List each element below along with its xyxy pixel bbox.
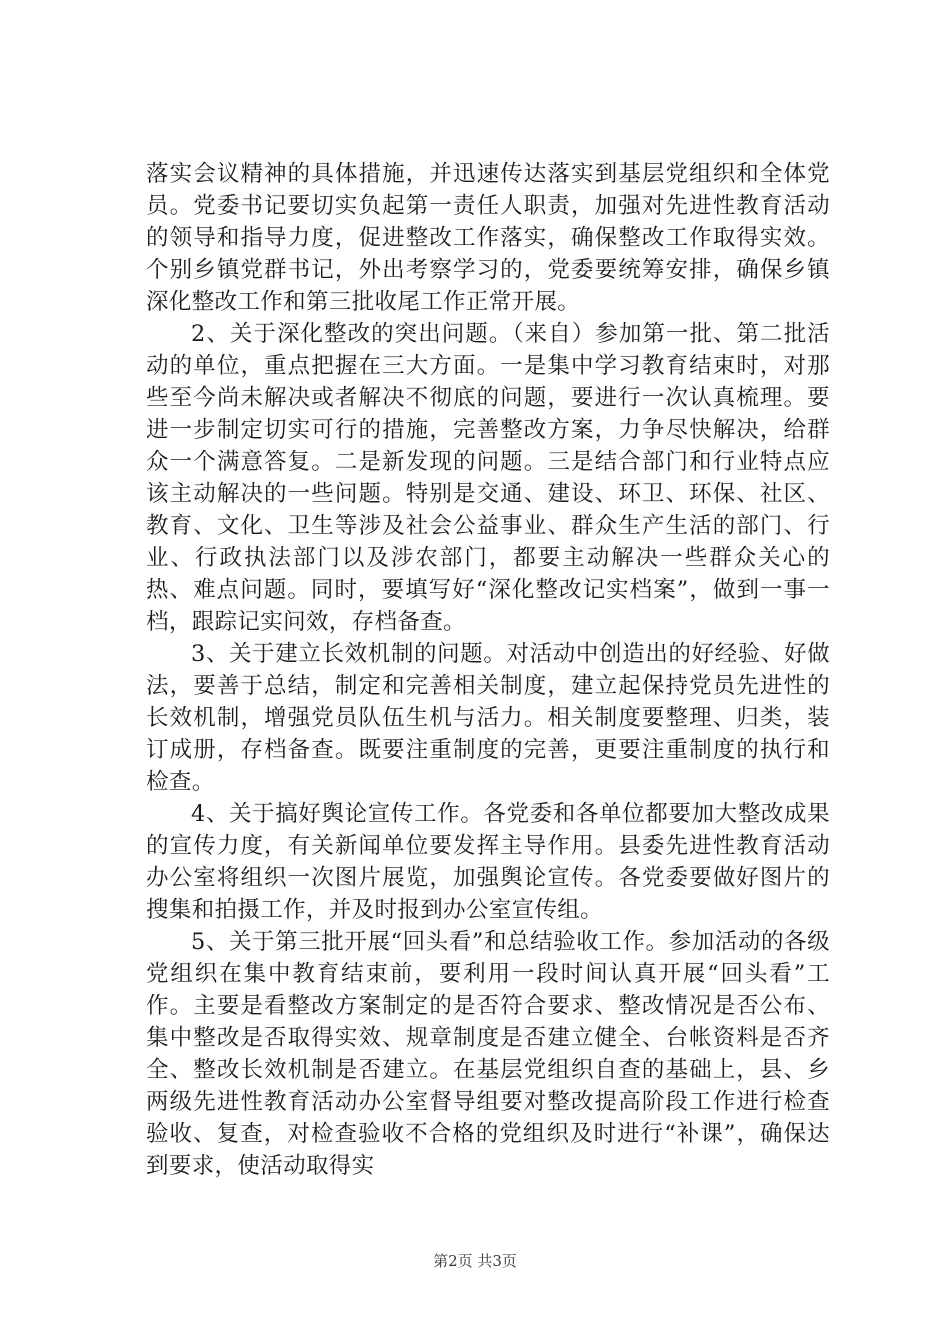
paragraph-item-5: 5、关于第三批开展“回头看”和总结验收工作。参加活动的各级党组织在集中教育结束前，要利用一段时间认真开展“回头看”工作。主要是看整改方案制定的是否符合要求、整改情况是否公布、集中整改是否取得实效、规章制度是否建立健全、台帐资料是否齐全、整改长效机制是否建立。在基层党组织自查的基础上，县、乡两级先进性教育活动办公室督导组要对整改提高阶段工作进行检查验收、复查，对检查验收不合格的党组织及时进行“补课”，确保达到要求，使活动取得实 <box>146 929 830 1179</box>
paragraph-item-4: 4、关于搞好舆论宣传工作。各党委和各单位都要加大整改成果的宣传力度，有关新闻单位要发挥主导作用。县委先进性教育活动办公室将组织一次图片展览，加强舆论宣传。各党委要做好图片的搜集和拍摄工作，并及时报到办公室宣传组。 <box>146 801 830 923</box>
page-number-footer: 第2页 共3页 <box>433 1252 517 1270</box>
paragraph-continued: 落实会议精神的具体措施，并迅速传达落实到基层党组织和全体党员。党委书记要切实负起第一责任人职责，加强对先进性教育活动的领导和指导力度，促进整改工作落实，确保整改工作取得实效。个别乡镇党群书记，外出考察学习的，党委要统筹安排，确保乡镇深化整改工作和第三批收尾工作正常开展。 <box>146 161 830 315</box>
paragraph-item-3: 3、关于建立长效机制的问题。对活动中创造出的好经验、好做法，要善于总结，制定和完善相关制度，建立起保持党员先进性的长效机制，增强党员队伍生机与活力。相关制度要整理、归类，装订成册，存档备查。既要注重制度的完善，更要注重制度的执行和检查。 <box>146 641 830 795</box>
paragraph-item-2: 2、关于深化整改的突出问题。（来自）参加第一批、第二批活动的单位，重点把握在三大方面。一是集中学习教育结束时，对那些至今尚未解决或者解决不彻底的问题，要进行一次认真梳理。要进一步制定切实可行的措施，完善整改方案，力争尽快解决，给群众一个满意答复。二是新发现的问题。三是结合部门和行业特点应该主动解决的一些问题。特别是交通、建设、环卫、环保、社区、教育、文化、卫生等涉及社会公益事业、群众生产生活的部门、行业、行政执法部门以及涉农部门，都要主动解决一些群众关心的热、难点问题。同时，要填写好“深化整改记实档案”，做到一事一档，跟踪记实问效，存档备查。 <box>146 321 830 635</box>
document-body <box>146 158 830 1182</box>
